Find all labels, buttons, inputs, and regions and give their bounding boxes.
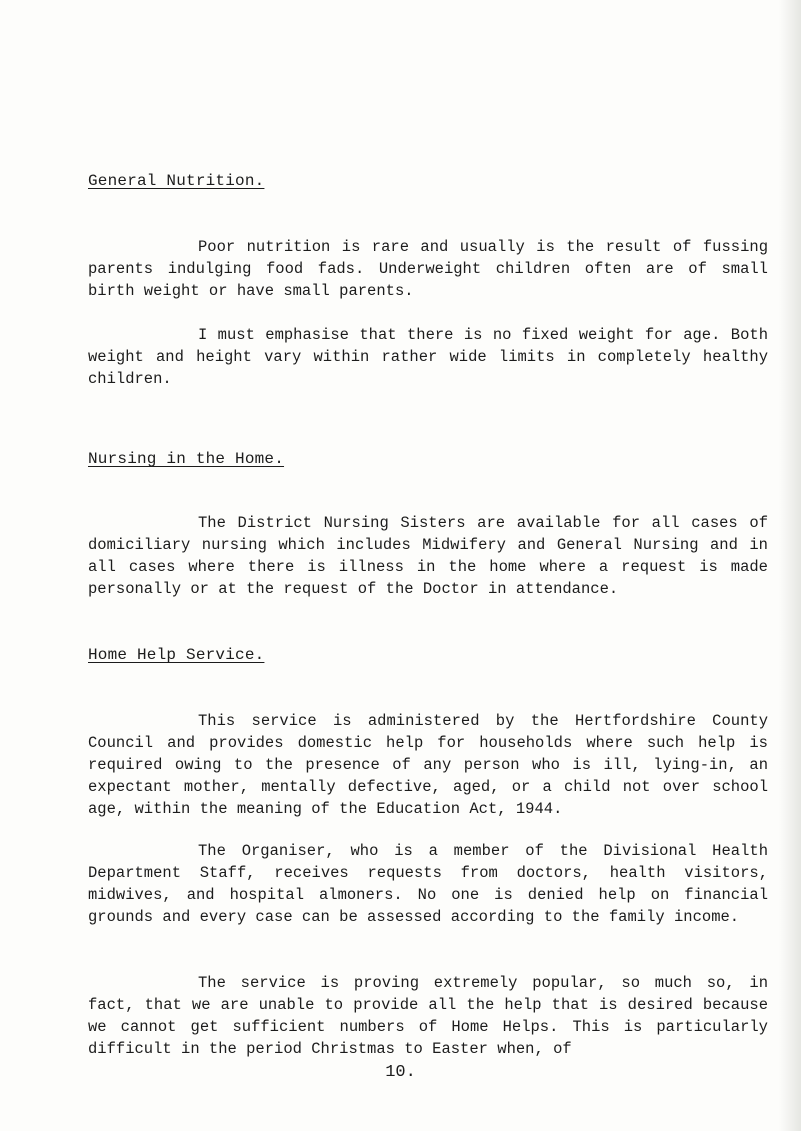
paragraph — [88, 710, 768, 820]
paragraph-text: This service is administered by the Hertfordshire County Council and provides domestic help for households where such help is required owing to the presence of any person who is ill, lying-in, an expectant mother, mentally defective, aged, or a child not over school age, within the meaning of the Education Act, 1944. — [88, 712, 768, 818]
section-heading-nursing-in-the-home: Nursing in the Home. — [88, 450, 285, 468]
paragraph-text: Poor nutrition is rare and usually is the result of fussing parents indulging food fads. Underweight children often are of small birth weight or have small parents. — [88, 238, 768, 300]
paragraph — [88, 512, 768, 600]
scan-edge-shading — [779, 0, 801, 1131]
paragraph — [88, 840, 768, 928]
paragraph — [88, 972, 768, 1060]
paragraph-text: The service is proving extremely popular, so much so, in fact, that we are unable to provide all the help that is desired because we cannot get sufficient numbers of Home Helps. This is particularly difficult in the period Christmas to Easter when, of — [88, 974, 768, 1058]
paragraph — [88, 236, 768, 302]
paragraph-text: The District Nursing Sisters are available for all cases of domiciliary nursing which includes Midwifery and General Nursing and in all cases where there is illness in the home where a request is made personally or at the request of the Doctor in attendance. — [88, 514, 768, 598]
section-heading-general-nutrition: General Nutrition. — [88, 172, 265, 190]
section-heading-home-help-service: Home Help Service. — [88, 646, 265, 664]
paragraph — [88, 324, 768, 390]
paragraph-text: The Organiser, who is a member of the Divisional Health Department Staff, receives requests from doctors, health visitors, midwives, and hospital almoners. No one is denied help on financial grounds and every case can be assessed according to the family income. — [88, 842, 768, 926]
paragraph-text: I must emphasise that there is no fixed weight for age. Both weight and height vary within rather wide limits in completely healthy children. — [88, 326, 768, 388]
page-number: 10. — [385, 1063, 416, 1082]
